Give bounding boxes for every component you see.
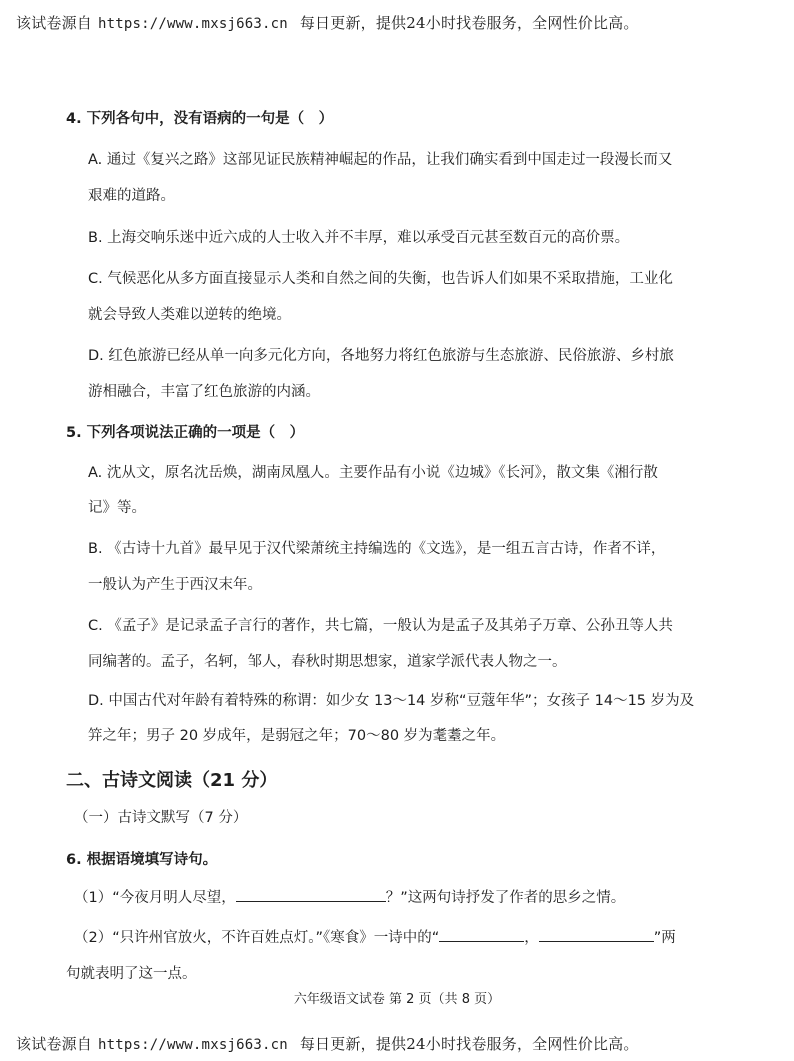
q5-option-a-cont: 记》等。 [88, 500, 146, 516]
q5-option-c: C. 《孟子》是记录孟子言行的著作，共七篇，一般认为是孟子及其弟子万章、公孙丑等人共 [88, 618, 673, 634]
q6-item-2-prefix: （2）“只许州官放火，不许百姓点灯。”《寒食》一诗中的“ [74, 930, 440, 946]
banner-prefix: 该试卷源自 [16, 1035, 93, 1053]
source-banner-bottom [16, 1033, 639, 1054]
q6-item-2-cont: 句就表明了这一点。 [66, 966, 197, 982]
q4-option-d-cont: 游相融合，丰富了红色旅游的内涵。 [88, 384, 320, 400]
q5-option-b-cont: 一般认为产生于西汉末年。 [88, 577, 262, 593]
section-2-subtitle: （一）古诗文默写（7 分） [74, 810, 248, 826]
q5-option-c-cont: 同编著的。孟子，名轲，邹人，春秋时期思想家，道家学派代表人物之一。 [88, 654, 567, 670]
q4-option-c-cont: 就会导致人类难以逆转的绝境。 [88, 307, 291, 323]
q4-option-a: A. 通过《复兴之路》这部见证民族精神崛起的作品，让我们确实看到中国走过一段漫长而又 [88, 152, 673, 168]
q6-item-2 [74, 926, 676, 947]
q4-option-c: C. 气候恶化从多方面直接显示人类和自然之间的失衡，也告诉人们如果不采取措施，工业化 [88, 271, 673, 287]
q4-option-a-cont: 艰难的道路。 [88, 188, 175, 204]
section-2-title: 二、古诗文阅读（21 分） [66, 770, 278, 791]
banner-suffix: 每日更新，提供24小时找卷服务，全网性价比高。 [299, 14, 639, 32]
q6-item-2-blank-2[interactable] [539, 927, 654, 942]
q6-item-1-prefix: （1）“今夜月明人尽望， [74, 890, 236, 906]
q6-item-1 [74, 886, 625, 907]
q5-option-d-cont: 笄之年；男子 20 岁成年，是弱冠之年；70～80 岁为耄耋之年。 [88, 728, 506, 744]
source-banner-top [16, 12, 639, 33]
q4-option-b: B. 上海交响乐迷中近六成的人士收入并不丰厚，难以承受百元甚至数百元的高价票。 [88, 230, 630, 246]
q5-option-d: D. 中国古代对年龄有着特殊的称谓：如少女 13～14 岁称“豆蔻年华”；女孩子 14～15 岁为及 [88, 693, 695, 709]
q5-option-b: B. 《古诗十九首》最早见于汉代梁萧统主持编选的《文选》，是一组五言古诗，作者不详， [88, 541, 666, 557]
question-6-stem: 6. 根据语境填写诗句。 [66, 852, 218, 868]
q6-item-2-suffix: ”两 [653, 930, 676, 946]
q5-option-a: A. 沈从文，原名沈岳焕，湖南凤凰人。主要作品有小说《边城》《长河》，散文集《湘行散 [88, 465, 658, 481]
banner-url[interactable]: https://www.mxsj663.cn [98, 1037, 288, 1053]
q6-item-2-blank-1[interactable] [439, 927, 524, 942]
q4-option-d: D. 红色旅游已经从单一向多元化方向，各地努力将红色旅游与生态旅游、民俗旅游、乡村旅 [88, 348, 674, 364]
banner-suffix: 每日更新，提供24小时找卷服务，全网性价比高。 [299, 1035, 639, 1053]
question-5-stem: 5. 下列各项说法正确的一项是（ ） [66, 425, 305, 441]
page-footer: 六年级语文试卷 第 2 页（共 8 页） [293, 992, 501, 1007]
q6-item-2-sep: ， [524, 930, 539, 946]
banner-prefix: 该试卷源自 [16, 14, 93, 32]
banner-url[interactable]: https://www.mxsj663.cn [98, 16, 288, 32]
question-4-stem: 4. 下列各句中，没有语病的一句是（ ） [66, 111, 334, 127]
q6-item-1-blank[interactable] [236, 887, 386, 902]
q6-item-1-suffix: ？”这两句诗抒发了作者的思乡之情。 [385, 890, 626, 906]
